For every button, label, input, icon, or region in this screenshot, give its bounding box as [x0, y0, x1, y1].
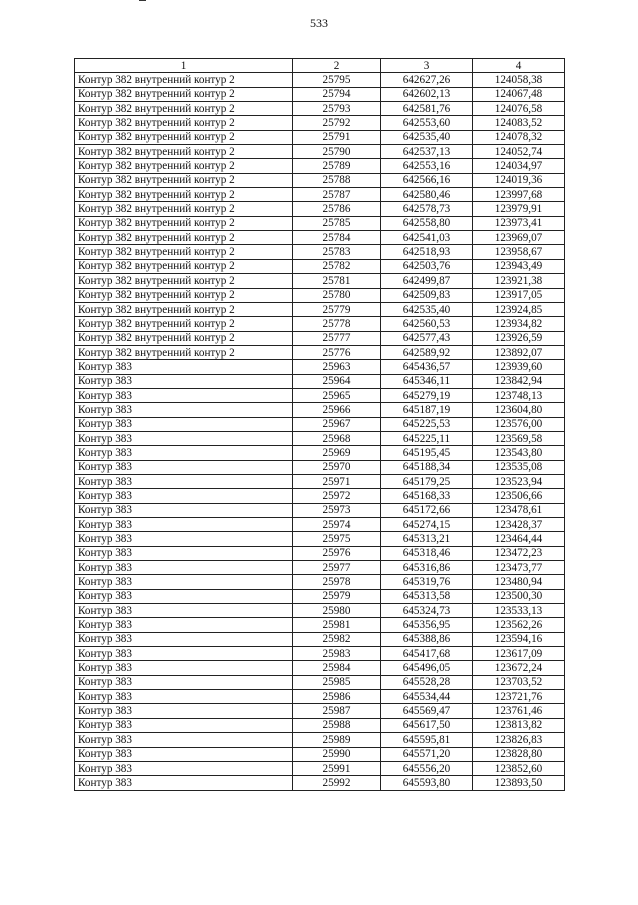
y-coordinate-cell: 124058,38 — [473, 73, 565, 87]
table-row — [75, 518, 565, 532]
y-coordinate-cell: 123842,94 — [473, 374, 565, 388]
contour-name-cell: Контур 382 внутренний контур 2 — [75, 259, 293, 273]
y-coordinate-cell: 123472,23 — [473, 546, 565, 560]
x-coordinate-cell: 645417,68 — [381, 647, 473, 661]
table-row — [75, 317, 565, 331]
x-coordinate-cell: 645534,44 — [381, 690, 473, 704]
point-number-cell: 25968 — [293, 431, 381, 445]
y-coordinate-cell: 123480,94 — [473, 575, 565, 589]
y-coordinate-cell: 123543,80 — [473, 446, 565, 460]
contour-name-cell: Контур 383 — [75, 704, 293, 718]
table-row — [75, 661, 565, 675]
column-header-2: 2 — [293, 59, 381, 73]
point-number-cell: 25969 — [293, 446, 381, 460]
point-number-cell: 25992 — [293, 776, 381, 790]
x-coordinate-cell: 642535,40 — [381, 302, 473, 316]
page-number: 533 — [310, 16, 328, 30]
point-number-cell: 25978 — [293, 575, 381, 589]
point-number-cell: 25795 — [293, 73, 381, 87]
point-number-cell: 25787 — [293, 188, 381, 202]
table-row — [75, 733, 565, 747]
contour-name-cell: Контур 383 — [75, 374, 293, 388]
x-coordinate-cell: 645179,25 — [381, 474, 473, 488]
contour-name-cell: Контур 383 — [75, 431, 293, 445]
contour-name-cell: Контур 383 — [75, 546, 293, 560]
table-row — [75, 331, 565, 345]
x-coordinate-cell: 642627,26 — [381, 73, 473, 87]
table-row — [75, 73, 565, 87]
x-coordinate-cell: 645279,19 — [381, 388, 473, 402]
contour-name-cell: Контур 383 — [75, 503, 293, 517]
y-coordinate-cell: 123943,49 — [473, 259, 565, 273]
point-number-cell: 25967 — [293, 417, 381, 431]
point-number-cell: 25986 — [293, 690, 381, 704]
x-coordinate-cell: 645319,76 — [381, 575, 473, 589]
y-coordinate-cell: 123576,00 — [473, 417, 565, 431]
contour-name-cell: Контур 382 внутренний контур 2 — [75, 245, 293, 259]
point-number-cell: 25977 — [293, 561, 381, 575]
y-coordinate-cell: 123926,59 — [473, 331, 565, 345]
table-row — [75, 561, 565, 575]
y-coordinate-cell: 123924,85 — [473, 302, 565, 316]
point-number-cell: 25972 — [293, 489, 381, 503]
table-row — [75, 388, 565, 402]
y-coordinate-cell: 123761,46 — [473, 704, 565, 718]
x-coordinate-cell: 642499,87 — [381, 274, 473, 288]
point-number-cell: 25783 — [293, 245, 381, 259]
table-row — [75, 575, 565, 589]
contour-name-cell: Контур 383 — [75, 518, 293, 532]
contour-name-cell: Контур 382 внутренний контур 2 — [75, 173, 293, 187]
point-number-cell: 25777 — [293, 331, 381, 345]
y-coordinate-cell: 124076,58 — [473, 102, 565, 116]
x-coordinate-cell: 645324,73 — [381, 604, 473, 618]
y-coordinate-cell: 124067,48 — [473, 87, 565, 101]
point-number-cell: 25987 — [293, 704, 381, 718]
table-row — [75, 360, 565, 374]
x-coordinate-cell: 642578,73 — [381, 202, 473, 216]
contour-name-cell: Контур 383 — [75, 747, 293, 761]
point-number-cell: 25975 — [293, 532, 381, 546]
contour-name-cell: Контур 383 — [75, 460, 293, 474]
y-coordinate-cell: 123892,07 — [473, 345, 565, 359]
contour-name-cell: Контур 382 внутренний контур 2 — [75, 288, 293, 302]
y-coordinate-cell: 124078,32 — [473, 130, 565, 144]
y-coordinate-cell: 123604,80 — [473, 403, 565, 417]
contour-name-cell: Контур 382 внутренний контур 2 — [75, 302, 293, 316]
contour-name-cell: Контур 383 — [75, 718, 293, 732]
y-coordinate-cell: 124083,52 — [473, 116, 565, 130]
y-coordinate-cell: 123535,08 — [473, 460, 565, 474]
contour-name-cell: Контур 382 внутренний контур 2 — [75, 345, 293, 359]
point-number-cell: 25791 — [293, 130, 381, 144]
table-row — [75, 288, 565, 302]
point-number-cell: 25781 — [293, 274, 381, 288]
contour-name-cell: Контур 382 внутренний контур 2 — [75, 130, 293, 144]
y-coordinate-cell: 123852,60 — [473, 761, 565, 775]
point-number-cell: 25794 — [293, 87, 381, 101]
x-coordinate-cell: 642589,92 — [381, 345, 473, 359]
y-coordinate-cell: 123969,07 — [473, 231, 565, 245]
x-coordinate-cell: 645388,86 — [381, 632, 473, 646]
y-coordinate-cell: 123506,66 — [473, 489, 565, 503]
table-row — [75, 690, 565, 704]
point-number-cell: 25979 — [293, 589, 381, 603]
x-coordinate-cell: 645188,34 — [381, 460, 473, 474]
y-coordinate-cell: 123893,50 — [473, 776, 565, 790]
contour-name-cell: Контур 382 внутренний контур 2 — [75, 188, 293, 202]
y-coordinate-cell: 123748,13 — [473, 388, 565, 402]
point-number-cell: 25988 — [293, 718, 381, 732]
y-coordinate-cell: 123826,83 — [473, 733, 565, 747]
y-coordinate-cell: 123464,44 — [473, 532, 565, 546]
point-number-cell: 25983 — [293, 647, 381, 661]
table-row — [75, 159, 565, 173]
point-number-cell: 25789 — [293, 159, 381, 173]
y-coordinate-cell: 123473,77 — [473, 561, 565, 575]
table-row — [75, 675, 565, 689]
table-row — [75, 403, 565, 417]
table-row — [75, 202, 565, 216]
contour-name-cell: Контур 383 — [75, 532, 293, 546]
point-number-cell: 25970 — [293, 460, 381, 474]
point-number-cell: 25779 — [293, 302, 381, 316]
point-number-cell: 25965 — [293, 388, 381, 402]
top-dash-mark — [139, 0, 146, 1]
x-coordinate-cell: 642577,43 — [381, 331, 473, 345]
x-coordinate-cell: 642566,16 — [381, 173, 473, 187]
table-header-row — [75, 59, 565, 73]
x-coordinate-cell: 642537,13 — [381, 145, 473, 159]
point-number-cell: 25778 — [293, 317, 381, 331]
contour-name-cell: Контур 383 — [75, 417, 293, 431]
point-number-cell: 25981 — [293, 618, 381, 632]
contour-name-cell: Контур 383 — [75, 776, 293, 790]
contour-name-cell: Контур 383 — [75, 647, 293, 661]
x-coordinate-cell: 645617,50 — [381, 718, 473, 732]
table-row — [75, 632, 565, 646]
point-number-cell: 25971 — [293, 474, 381, 488]
table-row — [75, 618, 565, 632]
contour-name-cell: Контур 382 внутренний контур 2 — [75, 231, 293, 245]
x-coordinate-cell: 645436,57 — [381, 360, 473, 374]
table-row — [75, 747, 565, 761]
x-coordinate-cell: 645346,11 — [381, 374, 473, 388]
contour-name-cell: Контур 383 — [75, 403, 293, 417]
table-row — [75, 173, 565, 187]
contour-name-cell: Контур 383 — [75, 360, 293, 374]
contour-name-cell: Контур 382 внутренний контур 2 — [75, 317, 293, 331]
y-coordinate-cell: 123939,60 — [473, 360, 565, 374]
y-coordinate-cell: 124019,36 — [473, 173, 565, 187]
contour-name-cell: Контур 382 внутренний контур 2 — [75, 87, 293, 101]
table-row — [75, 446, 565, 460]
point-number-cell: 25989 — [293, 733, 381, 747]
x-coordinate-cell: 642602,13 — [381, 87, 473, 101]
table-row — [75, 188, 565, 202]
contour-name-cell: Контур 383 — [75, 618, 293, 632]
table-row — [75, 474, 565, 488]
x-coordinate-cell: 645168,33 — [381, 489, 473, 503]
contour-name-cell: Контур 383 — [75, 446, 293, 460]
x-coordinate-cell: 642535,40 — [381, 130, 473, 144]
x-coordinate-cell: 642509,83 — [381, 288, 473, 302]
contour-name-cell: Контур 383 — [75, 561, 293, 575]
x-coordinate-cell: 645195,45 — [381, 446, 473, 460]
y-coordinate-cell: 123997,68 — [473, 188, 565, 202]
table-row — [75, 546, 565, 560]
y-coordinate-cell: 123703,52 — [473, 675, 565, 689]
table-row — [75, 718, 565, 732]
point-number-cell: 25982 — [293, 632, 381, 646]
y-coordinate-cell: 123569,58 — [473, 431, 565, 445]
column-header-1: 1 — [75, 59, 293, 73]
y-coordinate-cell: 123973,41 — [473, 216, 565, 230]
contour-name-cell: Контур 382 внутренний контур 2 — [75, 73, 293, 87]
contour-name-cell: Контур 383 — [75, 388, 293, 402]
table-body — [75, 73, 565, 790]
y-coordinate-cell: 123478,61 — [473, 503, 565, 517]
point-number-cell: 25976 — [293, 546, 381, 560]
x-coordinate-cell: 645528,28 — [381, 675, 473, 689]
contour-name-cell: Контур 383 — [75, 575, 293, 589]
column-header-4: 4 — [473, 59, 565, 73]
y-coordinate-cell: 123828,80 — [473, 747, 565, 761]
contour-name-cell: Контур 383 — [75, 675, 293, 689]
point-number-cell: 25790 — [293, 145, 381, 159]
point-number-cell: 25780 — [293, 288, 381, 302]
table-row — [75, 216, 565, 230]
contour-name-cell: Контур 383 — [75, 661, 293, 675]
point-number-cell: 25784 — [293, 231, 381, 245]
y-coordinate-cell: 123594,16 — [473, 632, 565, 646]
x-coordinate-cell: 642518,93 — [381, 245, 473, 259]
y-coordinate-cell: 123958,67 — [473, 245, 565, 259]
point-number-cell: 25990 — [293, 747, 381, 761]
table-row — [75, 345, 565, 359]
x-coordinate-cell: 642541,03 — [381, 231, 473, 245]
x-coordinate-cell: 642560,53 — [381, 317, 473, 331]
contour-name-cell: Контур 382 внутренний контур 2 — [75, 202, 293, 216]
x-coordinate-cell: 645593,80 — [381, 776, 473, 790]
point-number-cell: 25793 — [293, 102, 381, 116]
y-coordinate-cell: 123617,09 — [473, 647, 565, 661]
x-coordinate-cell: 645187,19 — [381, 403, 473, 417]
x-coordinate-cell: 642558,80 — [381, 216, 473, 230]
table-row — [75, 259, 565, 273]
table-row — [75, 231, 565, 245]
point-number-cell: 25782 — [293, 259, 381, 273]
coordinates-table — [74, 58, 565, 791]
contour-name-cell: Контур 382 внутренний контур 2 — [75, 145, 293, 159]
y-coordinate-cell: 123428,37 — [473, 518, 565, 532]
contour-name-cell: Контур 383 — [75, 761, 293, 775]
y-coordinate-cell: 123562,26 — [473, 618, 565, 632]
table-row — [75, 589, 565, 603]
y-coordinate-cell: 123921,38 — [473, 274, 565, 288]
contour-name-cell: Контур 382 внутренний контур 2 — [75, 159, 293, 173]
contour-name-cell: Контур 383 — [75, 589, 293, 603]
y-coordinate-cell: 124034,97 — [473, 159, 565, 173]
x-coordinate-cell: 642581,76 — [381, 102, 473, 116]
contour-name-cell: Контур 382 внутренний контур 2 — [75, 331, 293, 345]
x-coordinate-cell: 645225,53 — [381, 417, 473, 431]
point-number-cell: 25963 — [293, 360, 381, 374]
contour-name-cell: Контур 383 — [75, 604, 293, 618]
table-row — [75, 145, 565, 159]
contour-name-cell: Контур 382 внутренний контур 2 — [75, 216, 293, 230]
y-coordinate-cell: 123934,82 — [473, 317, 565, 331]
contour-name-cell: Контур 382 внутренний контур 2 — [75, 274, 293, 288]
contour-name-cell: Контур 383 — [75, 733, 293, 747]
x-coordinate-cell: 645318,46 — [381, 546, 473, 560]
x-coordinate-cell: 642580,46 — [381, 188, 473, 202]
point-number-cell: 25991 — [293, 761, 381, 775]
point-number-cell: 25966 — [293, 403, 381, 417]
y-coordinate-cell: 123672,24 — [473, 661, 565, 675]
column-header-3: 3 — [381, 59, 473, 73]
table-row — [75, 87, 565, 101]
x-coordinate-cell: 645595,81 — [381, 733, 473, 747]
table-row — [75, 116, 565, 130]
y-coordinate-cell: 124052,74 — [473, 145, 565, 159]
table-row — [75, 647, 565, 661]
table-row — [75, 776, 565, 790]
y-coordinate-cell: 123523,94 — [473, 474, 565, 488]
point-number-cell: 25973 — [293, 503, 381, 517]
point-number-cell: 25974 — [293, 518, 381, 532]
table-row — [75, 489, 565, 503]
point-number-cell: 25964 — [293, 374, 381, 388]
table-row — [75, 431, 565, 445]
x-coordinate-cell: 645274,15 — [381, 518, 473, 532]
x-coordinate-cell: 645569,47 — [381, 704, 473, 718]
table-row — [75, 130, 565, 144]
contour-name-cell: Контур 382 внутренний контур 2 — [75, 116, 293, 130]
table-row — [75, 302, 565, 316]
contour-name-cell: Контур 383 — [75, 489, 293, 503]
x-coordinate-cell: 645571,20 — [381, 747, 473, 761]
y-coordinate-cell: 123533,13 — [473, 604, 565, 618]
table-row — [75, 604, 565, 618]
x-coordinate-cell: 645556,20 — [381, 761, 473, 775]
table-row — [75, 503, 565, 517]
table-row — [75, 704, 565, 718]
table-row — [75, 460, 565, 474]
point-number-cell: 25985 — [293, 675, 381, 689]
y-coordinate-cell: 123500,30 — [473, 589, 565, 603]
point-number-cell: 25792 — [293, 116, 381, 130]
x-coordinate-cell: 645313,21 — [381, 532, 473, 546]
contour-name-cell: Контур 383 — [75, 690, 293, 704]
y-coordinate-cell: 123917,05 — [473, 288, 565, 302]
x-coordinate-cell: 642553,60 — [381, 116, 473, 130]
table-row — [75, 417, 565, 431]
contour-name-cell: Контур 382 внутренний контур 2 — [75, 102, 293, 116]
table-row — [75, 374, 565, 388]
contour-name-cell: Контур 383 — [75, 632, 293, 646]
point-number-cell: 25786 — [293, 202, 381, 216]
point-number-cell: 25776 — [293, 345, 381, 359]
y-coordinate-cell: 123721,76 — [473, 690, 565, 704]
x-coordinate-cell: 642553,16 — [381, 159, 473, 173]
x-coordinate-cell: 645172,66 — [381, 503, 473, 517]
table-row — [75, 274, 565, 288]
y-coordinate-cell: 123979,91 — [473, 202, 565, 216]
table-row — [75, 761, 565, 775]
point-number-cell: 25788 — [293, 173, 381, 187]
table-row — [75, 245, 565, 259]
point-number-cell: 25980 — [293, 604, 381, 618]
y-coordinate-cell: 123813,82 — [473, 718, 565, 732]
x-coordinate-cell: 645313,58 — [381, 589, 473, 603]
x-coordinate-cell: 645356,95 — [381, 618, 473, 632]
x-coordinate-cell: 645316,86 — [381, 561, 473, 575]
point-number-cell: 25785 — [293, 216, 381, 230]
point-number-cell: 25984 — [293, 661, 381, 675]
table-row — [75, 102, 565, 116]
contour-name-cell: Контур 383 — [75, 474, 293, 488]
table-row — [75, 532, 565, 546]
x-coordinate-cell: 642503,76 — [381, 259, 473, 273]
x-coordinate-cell: 645225,11 — [381, 431, 473, 445]
x-coordinate-cell: 645496,05 — [381, 661, 473, 675]
